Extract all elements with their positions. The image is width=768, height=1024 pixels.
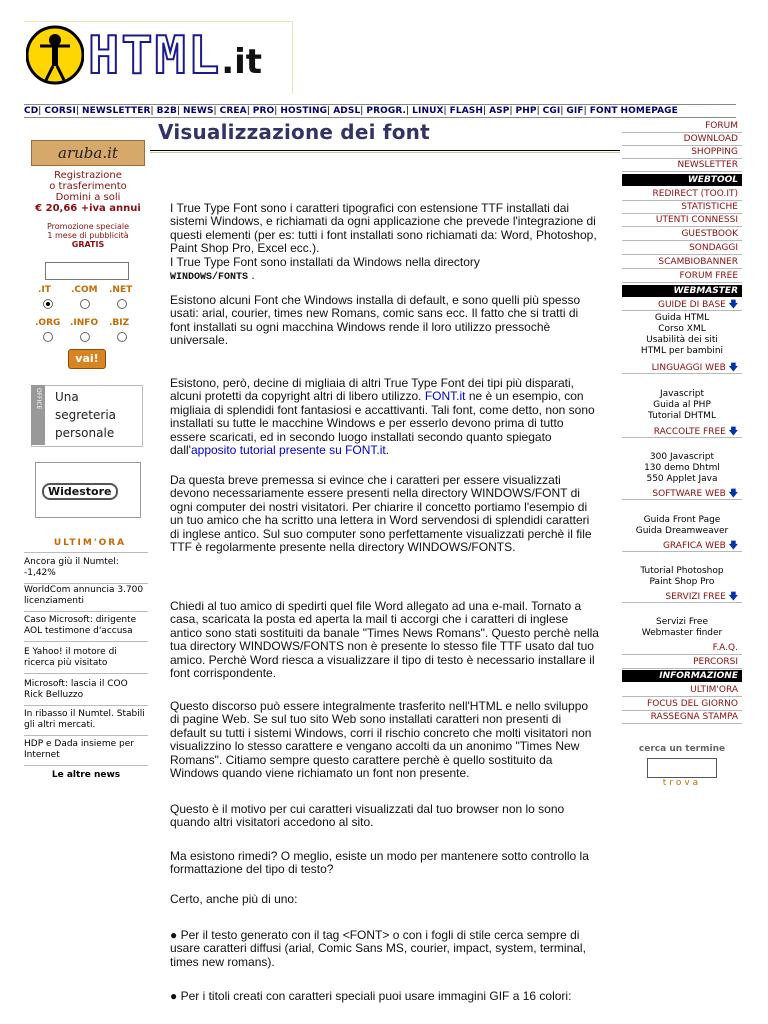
servizi-item[interactable]: Webmaster finder xyxy=(641,628,723,638)
segreteria-text xyxy=(55,388,116,442)
right-link-faq[interactable]: F.A.Q. xyxy=(622,642,742,655)
arrow-down-icon: 🡇 xyxy=(728,300,738,310)
bullet-text: Per il testo generato con il tag <FONT> o con i fogli di stile cerca sempre di usare caratteri diffusi (arial, Comic Sans MS, courier, impact, system, terminal, times new romans). xyxy=(170,928,586,969)
arrow-down-icon: 🡇 xyxy=(728,489,738,499)
promo-line: GRATIS xyxy=(71,240,105,249)
radio-tld-com[interactable] xyxy=(80,299,90,309)
paragraph-5: Chiedi al tuo amico di spedirti quel file Word allegato ad una e-mail. Tornato a casa, scaricata la posta ed aperta la mail ti accorgi che i caratteri di inglese antico sono stati sostituiti da banale "Times News Romans". Questo perchè nella tua directory WINDOWS/FONTS non è presente lo stesso file TTF usato dal tuo amico. Perchè Word riesca a visualizzare il tipo di testo è necessario installare il font corrispondente. xyxy=(170,599,599,681)
guide-item[interactable]: Guida HTML xyxy=(654,313,710,323)
grafica-label: GRAFICA WEB xyxy=(662,541,726,551)
news-divider xyxy=(24,552,148,553)
right-link-scambiobanner[interactable]: SCAMBIOBANNER xyxy=(622,256,742,269)
nav-separator: | xyxy=(246,106,253,116)
bullet-text: Per i titoli creati con caratteri speciali puoi usare immagini GIF a 16 colori: xyxy=(180,989,572,1003)
raccolte-item[interactable]: 130 demo Dhtml xyxy=(644,463,720,473)
top-navigation xyxy=(24,104,736,118)
nav-item-corsi[interactable]: CORSI xyxy=(44,106,76,116)
right-link-download[interactable]: DOWNLOAD xyxy=(622,133,742,146)
informazione-heading: INFORMAZIONE xyxy=(622,670,742,682)
reg-line: o trasferimento xyxy=(49,181,127,192)
right-link-percorsi[interactable]: PERCORSI xyxy=(622,656,742,669)
tld-label-com: .COM xyxy=(71,285,98,295)
guide-item[interactable]: HTML per bambini xyxy=(640,346,724,356)
guide-base-label: GUIDE DI BASE xyxy=(657,300,726,310)
aruba-promo-text xyxy=(28,222,148,249)
paragraph-4: Da questa breve premessa si evince che i caratteri per essere visualizzati devono necessariamente essere presenti nella directory WINDOWS/FONT di ogni computer dei nostri visitatori. Per chiarire il concetto portiamo l'esempio di un tuo amico che ha scritto una lettera in Word servendosi di splendidi caratteri di inglese antico. Sul suo computer sono perfettamente visualizzati perchè il file TTF è regolarmente presente nella directory WINDOWS/FONTS. xyxy=(170,473,592,555)
nav-item-cgi[interactable]: CGI xyxy=(542,106,561,116)
seg-line: Una xyxy=(55,390,79,404)
aruba-logo-text: aruba.it xyxy=(58,144,118,162)
nav-item-php[interactable]: PHP xyxy=(515,106,537,116)
bullet-icon: ● xyxy=(170,989,181,1003)
p3-text-b: ne è un esempio, con migliaia di splendidi font fantasiosi e accattivanti. Tali font, come detto, non sono installati su tutte le macchine Windows e per esserlo devono prima di tutto essere scaricati, ed in secondo luogo installati secondo quanto spiegato dall' xyxy=(170,389,595,458)
guide-item[interactable]: Corso XML xyxy=(658,324,706,334)
bullet-item xyxy=(170,929,600,969)
tld-label-it: .IT xyxy=(38,285,51,295)
news-item[interactable]: Ancora giù il Numtel: -1,42% xyxy=(24,557,148,584)
servizi-list xyxy=(622,617,742,639)
linguaggi-item[interactable]: Tutorial DHTML xyxy=(648,411,716,421)
logo-text[interactable] xyxy=(88,28,262,90)
paragraph-3: Esistono, però, decine di migliaia di altri True Type Font dei tipi più disparati, alcuni protetti da copyright altri di libero utilizzo. FONT.it ne è un esempio, con migliaia di splendidi font fantasiosi e accattivanti. Tali font, come detto, non sono installati su tutte le macchine Windows e per esserlo devono prima di tutto essere scaricati, ed in secondo luogo installati secondo quanto spiegato dall'apposito tutorial presente su FONT.it. xyxy=(170,376,595,458)
reg-price: € 20,66 +iva annui xyxy=(35,203,141,214)
news-item[interactable]: Microsoft: lascia il COO Rick Belluzzo xyxy=(24,679,148,706)
arrow-down-icon: 🡇 xyxy=(728,427,738,437)
nav-separator: | xyxy=(213,106,220,116)
logo-mascot-icon[interactable] xyxy=(26,22,84,88)
nav-item-pro[interactable]: PRO xyxy=(252,106,275,116)
grafica-list xyxy=(622,566,742,588)
promo-line: 1 mese di pubblicità xyxy=(47,231,129,240)
nav-separator: | xyxy=(150,106,157,116)
nav-separator: | xyxy=(406,106,413,116)
right-link-guestbook[interactable]: GUESTBOOK xyxy=(622,228,742,241)
radio-tld-biz[interactable] xyxy=(117,332,127,342)
promo-line: Promozione speciale xyxy=(46,222,130,231)
news-item[interactable]: HDP e Dada insieme per Internet xyxy=(24,739,148,766)
nav-item-flash[interactable]: FLASH xyxy=(449,106,484,116)
paragraph-1: I True Type Font sono i caratteri tipografici con estensione TTF installati dai sistemi Windows, e richiamati da ogni applicazione che prevede l'integrazione di questi elementi (per es: tutti i font installati sono richiamati da: Word, Photoshop, Paint Shop Pro, Excel ecc.). I True Type Font sono installati da Windows nella directory WINDOWS/FONTS . xyxy=(170,201,597,284)
tutorial-link[interactable]: apposito tutorial presente su FONT.it xyxy=(190,443,386,458)
raccolte-item[interactable]: 300 Javascript xyxy=(649,452,715,462)
software-item[interactable]: Guida Dreamweaver xyxy=(635,526,729,536)
logo-html-text: HTML xyxy=(88,26,222,86)
right-link-redirect[interactable]: REDIRECT (TOO.IT) xyxy=(622,188,742,201)
linguaggi-label: LINGUAGGI WEB xyxy=(651,363,726,373)
raccolte-item[interactable]: 550 Applet Java xyxy=(646,474,718,484)
guide-item[interactable]: Usabilità dei siti xyxy=(646,335,718,345)
paragraph-7: Questo è il motivo per cui caratteri visualizzati dal tuo browser non lo sono quando altri visitatori accedono al sito. xyxy=(170,802,565,830)
tld-label-info: .INFO xyxy=(70,318,99,328)
p3-text-a: Esistono, però, decine di migliaia di altri True Type Font dei tipi più disparati, alcuni protetti da copyright altri di libero utilizzo. xyxy=(170,376,574,404)
grafica-dropdown[interactable] xyxy=(622,540,742,552)
radio-tld-it[interactable] xyxy=(43,299,53,309)
nav-separator: | xyxy=(443,106,450,116)
title-divider-shadow xyxy=(150,152,620,153)
news-item[interactable]: Caso Microsoft: dirigente AOL testimone d'accusa xyxy=(24,615,148,642)
news-item[interactable]: WorldCom annuncia 3.700 licenziamenti xyxy=(24,585,148,612)
p1-text: I True Type Font sono i caratteri tipografici con estensione TTF installati dai sistemi Windows, e richiamati da ogni applicazione che prevede l'integrazione di questi elementi (per es: tutti i font installati sono richiamati da: Word, Photoshop, Paint Shop Pro, Excel ecc.). xyxy=(170,201,597,256)
title-divider xyxy=(150,150,620,151)
nav-separator: | xyxy=(360,106,367,116)
nav-item-linux[interactable]: LINUX xyxy=(412,106,444,116)
ultimora-heading: ULTIM'ORA xyxy=(53,538,127,548)
nav-item-adsl[interactable]: ADSL xyxy=(333,106,361,116)
nav-separator: | xyxy=(327,106,334,116)
right-link-utenti[interactable]: UTENTI CONNESSI xyxy=(622,214,742,227)
bullet-item xyxy=(170,990,600,1003)
raccolte-label: RACCOLTE FREE xyxy=(653,427,726,437)
news-item[interactable]: In ribasso il Numtel. Stabili gli altri mercati. xyxy=(24,709,148,736)
paragraph-2: Esistono alcuni Font che Windows installa di default, e sono quelli più spesso usati: arial, courier, times new Romans, comic sans ecc. Il fatto che si tratti di font installati su ogni macchina Windows rende il loro utilizzo pressochè universale. xyxy=(170,293,581,348)
nav-separator: | xyxy=(274,106,281,116)
right-link-ultimora[interactable]: ULTIM'ORA xyxy=(622,684,742,697)
nav-item-hosting[interactable]: HOSTING xyxy=(280,106,328,116)
news-item[interactable]: E Yahoo! il motore di ricerca più visitato xyxy=(24,647,148,674)
right-link-statistiche[interactable]: STATISTICHE xyxy=(622,201,742,214)
guide-list xyxy=(622,313,742,357)
right-link-sondaggi[interactable]: SONDAGGI xyxy=(622,242,742,255)
radio-tld-info[interactable] xyxy=(80,332,90,342)
office-strip-text: OFFICE xyxy=(35,388,42,410)
right-link-focus[interactable]: FOCUS DEL GIORNO xyxy=(622,698,742,711)
paragraph-9: Certo, anche più di uno: xyxy=(170,892,298,906)
reg-line: Registrazione xyxy=(54,170,122,181)
aruba-offer-text xyxy=(28,170,148,214)
paragraph-8: Ma esistono rimedi? O meglio, esiste un modo per mantenere sotto controllo la formattazione del tipo di testo? xyxy=(170,849,589,877)
tld-label-net: .NET xyxy=(109,285,133,295)
right-link-rassegna[interactable]: RASSEGNA STAMPA xyxy=(622,711,742,724)
aruba-banner[interactable] xyxy=(31,140,145,166)
vai-button[interactable]: vai! xyxy=(68,349,106,369)
guide-base-dropdown[interactable] xyxy=(622,299,742,311)
seg-line: personale xyxy=(55,426,115,440)
servizi-dropdown[interactable] xyxy=(622,591,742,603)
office-strip xyxy=(31,385,45,445)
trova-button[interactable]: trova xyxy=(662,778,702,788)
p1-text-b: I True Type Font sono installati da Windows nella directory xyxy=(170,254,480,269)
nav-separator: | xyxy=(38,106,45,116)
nav-item-gif[interactable]: GIF xyxy=(566,106,584,116)
nav-separator: | xyxy=(560,106,567,116)
nav-separator: | xyxy=(176,106,184,116)
raccolte-list xyxy=(622,452,742,485)
nav-separator: | xyxy=(509,106,516,116)
right-link-shopping[interactable]: SHOPPING xyxy=(622,146,742,159)
linguaggi-dropdown[interactable] xyxy=(622,362,742,374)
linguaggi-item[interactable]: Javascript xyxy=(659,389,705,399)
nav-separator: | xyxy=(536,106,543,116)
webmaster-heading: WEBMASTER xyxy=(622,285,742,297)
right-link-forumfree[interactable]: FORUM FREE xyxy=(622,270,742,283)
reg-line: Domini a soli xyxy=(55,192,121,203)
linguaggi-item[interactable]: Guida al PHP xyxy=(653,400,711,410)
logo-it-text: .it xyxy=(221,42,263,82)
servizi-label: SERVIZI FREE xyxy=(665,592,726,602)
grafica-item[interactable]: Tutorial Photoshop xyxy=(640,566,724,576)
software-label: SOFTWARE WEB xyxy=(652,489,726,499)
p1-directory: WINDOWS/FONTS xyxy=(170,272,249,284)
software-list xyxy=(622,515,742,537)
linguaggi-list xyxy=(622,389,742,422)
widestore-logo: Widestore xyxy=(42,483,118,500)
grafica-item[interactable]: Paint Shop Pro xyxy=(649,577,715,587)
nav-item-newsletter[interactable]: NEWSLETTER xyxy=(82,106,151,116)
radio-tld-net[interactable] xyxy=(117,299,127,309)
search-heading: cerca un termine xyxy=(638,744,726,754)
nav-item-homepage[interactable]: HOMEPAGE xyxy=(620,106,678,116)
page-title: Visualizzazione dei font xyxy=(158,120,430,144)
search-input[interactable] xyxy=(647,758,717,778)
bullet-icon: ● xyxy=(170,928,181,942)
arrow-down-icon: 🡇 xyxy=(728,541,738,551)
nav-item-crea[interactable]: CREA xyxy=(219,106,247,116)
tld-label-org: .ORG xyxy=(35,318,61,328)
radio-tld-org[interactable] xyxy=(43,332,53,342)
seg-line: segreteria xyxy=(55,408,117,422)
nav-item-asp[interactable]: ASP xyxy=(489,106,510,116)
nav-item-b2b[interactable]: B2B xyxy=(156,106,177,116)
font-it-link[interactable]: FONT.it xyxy=(424,389,466,404)
raccolte-dropdown[interactable] xyxy=(622,426,742,438)
software-item[interactable]: Guida Front Page xyxy=(643,515,721,525)
arrow-down-icon: 🡇 xyxy=(728,592,738,602)
nav-separator: | xyxy=(483,106,490,116)
nav-separator: | xyxy=(583,106,590,116)
arrow-down-icon: 🡇 xyxy=(728,363,738,373)
nav-item-progr[interactable]: PROGR. xyxy=(366,106,407,116)
webtool-heading: WEBTOOL xyxy=(622,174,742,186)
nav-item-font[interactable]: FONT xyxy=(589,106,618,116)
tld-label-biz: .BIZ xyxy=(109,318,130,328)
software-dropdown[interactable] xyxy=(622,488,742,500)
servizi-item[interactable]: Servizi Free xyxy=(656,617,708,627)
nav-item-news[interactable]: NEWS xyxy=(183,106,214,116)
right-link-newsletter[interactable]: NEWSLETTER xyxy=(622,159,742,172)
altre-news-link[interactable]: Le altre news xyxy=(51,770,121,780)
nav-separator: | xyxy=(75,106,82,116)
domain-search-input[interactable] xyxy=(45,262,129,280)
right-link-forum[interactable]: FORUM xyxy=(622,120,742,133)
paragraph-6: Questo discorso può essere integralmente trasferito nell'HTML e nello sviluppo di pagine Web. Se sul tuo sito Web sono installati caratteri non presenti di default su tutti i sistemi Windows, corri il rischio concreto che molti visitatori non visualizzino lo stesso carattere e vengano accolti da un anonimo "Times New Romans". Citiamo sempre questo carattere perchè è quello sostituito da Windows quando viene richiamato un font non presente. xyxy=(170,699,592,781)
nav-item-cd[interactable]: CD xyxy=(24,106,39,116)
